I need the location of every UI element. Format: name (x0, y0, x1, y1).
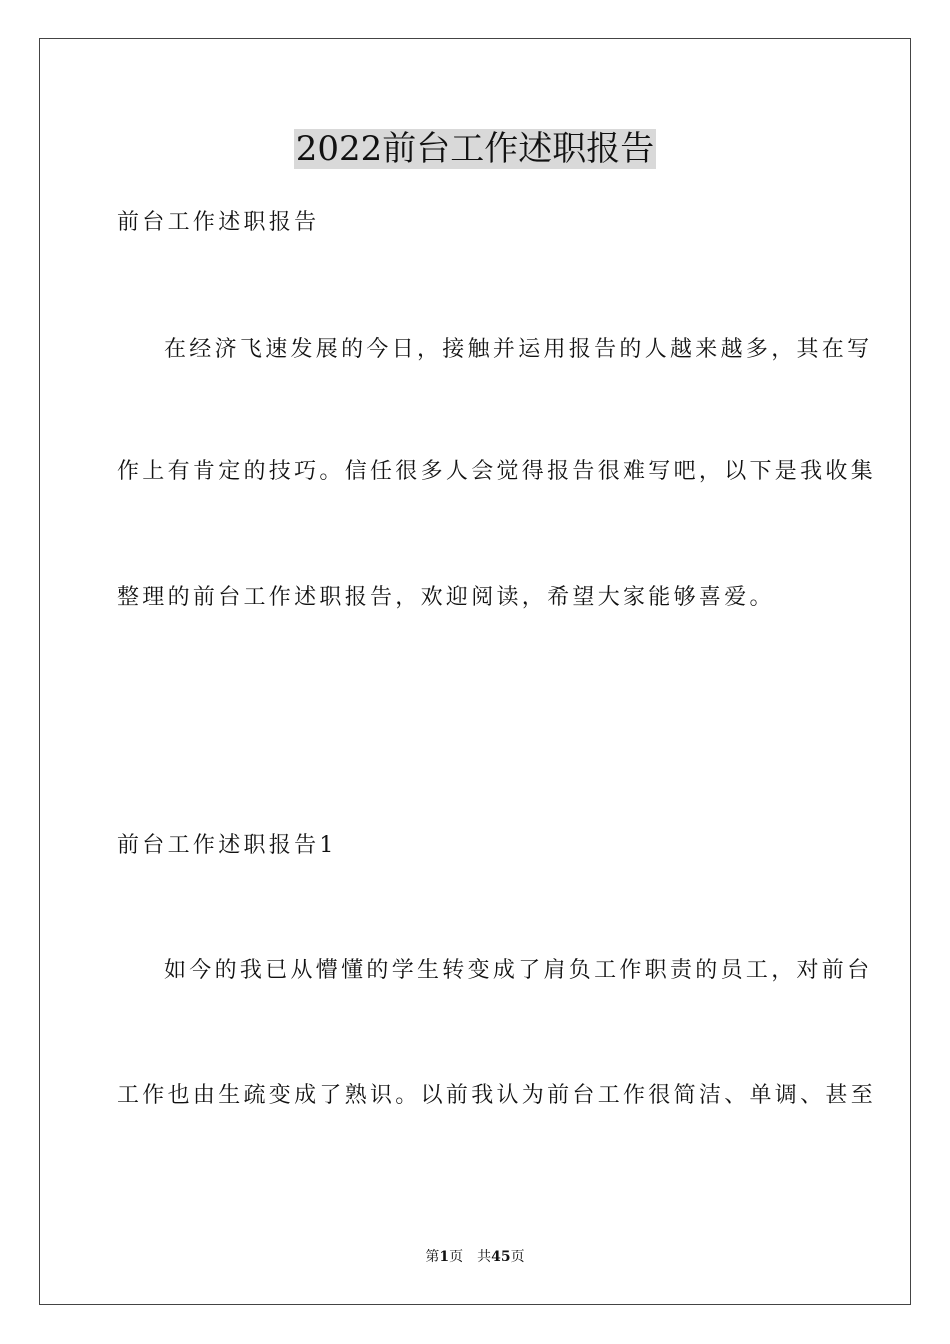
document-title: 2022前台工作述职报告 (295, 129, 655, 169)
intro-line: 作上有肯定的技巧。信任很多人会觉得报告很难写吧，以下是我收集 (117, 459, 877, 484)
section-line: 工作也由生疏变成了熟识。以前我认为前台工作很简洁、单调、甚至 (117, 1083, 877, 1108)
page-suffix: 页 (449, 1249, 464, 1265)
document-subtitle: 前台工作述职报告 (117, 210, 320, 235)
intro-line: 在经济飞速发展的今日，接触并运用报告的人越来越多，其在写 (164, 337, 873, 362)
page-total: 45 (491, 1249, 511, 1265)
page-current: 1 (439, 1249, 450, 1265)
total-suffix: 页 (510, 1249, 525, 1265)
page-prefix: 第 (425, 1249, 440, 1265)
intro-line: 整理的前台工作述职报告，欢迎阅读，希望大家能够喜爱。 (117, 585, 775, 610)
section-line: 如今的我已从懵懂的学生转变成了肩负工作职责的员工，对前台 (164, 958, 873, 983)
total-prefix: 共 (477, 1249, 492, 1265)
section-heading: 前台工作述职报告1 (117, 833, 337, 858)
page-footer (0, 1247, 950, 1267)
